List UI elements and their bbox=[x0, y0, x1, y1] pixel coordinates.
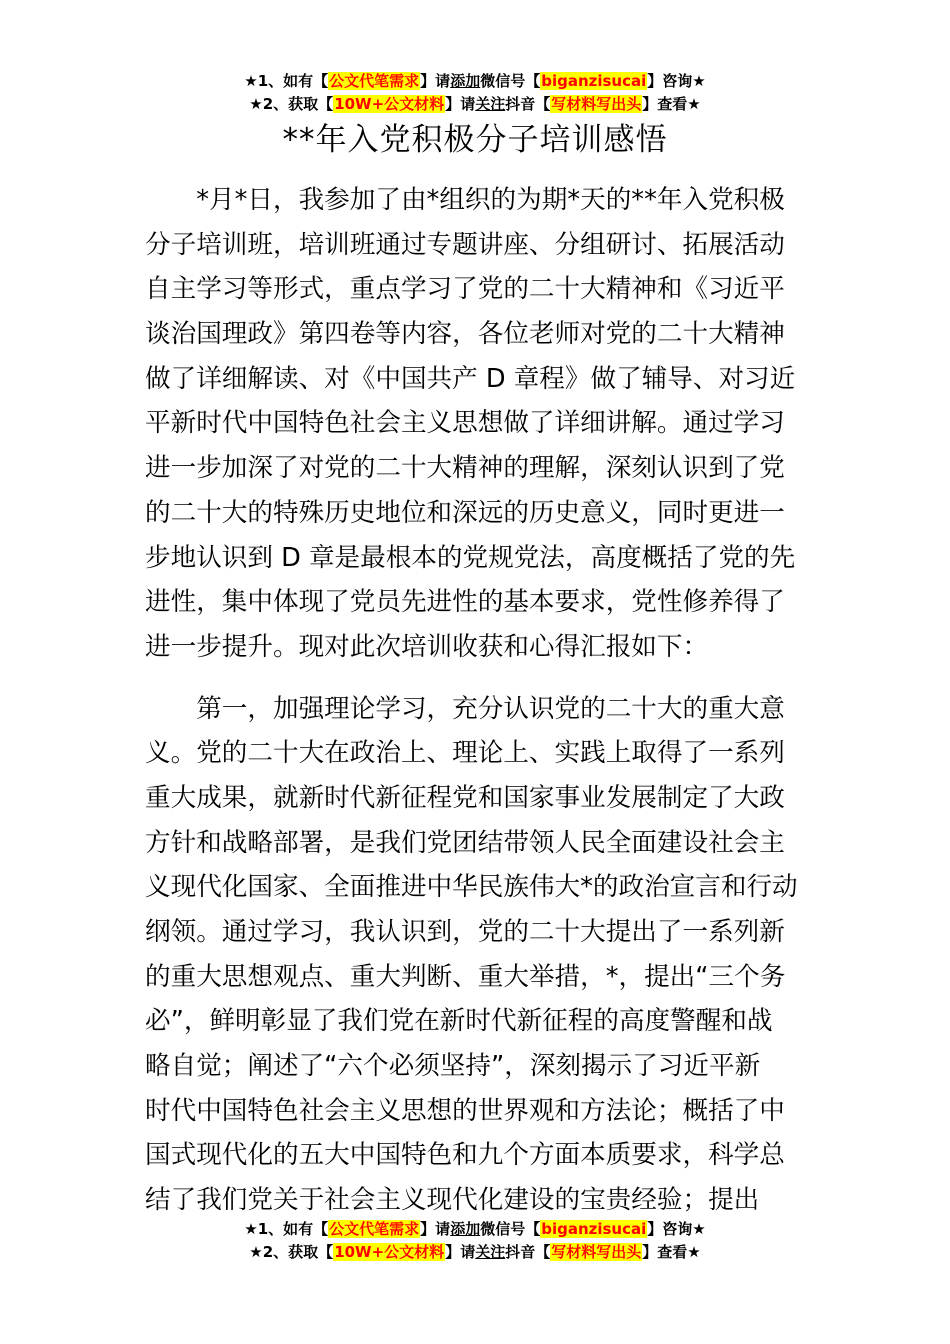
paragraph-1 bbox=[145, 178, 807, 670]
document-title: **年入党积极分子培训感悟 bbox=[282, 122, 668, 158]
promo-text: 抖音【 bbox=[505, 95, 551, 113]
promo-underlined: 添加 bbox=[450, 72, 481, 90]
promo-text: 】请 bbox=[445, 1243, 476, 1261]
promo-line-1 bbox=[0, 1218, 950, 1241]
promo-text: ★2、获取【 bbox=[249, 1243, 334, 1261]
promo-underlined: 关注 bbox=[475, 95, 506, 113]
promo-highlight: biganzisucai bbox=[541, 72, 647, 90]
text-line: 步地认识到 D 章是最根本的党规党法，高度概括了党的先 bbox=[145, 542, 796, 573]
promo-text: 微信号【 bbox=[480, 72, 541, 90]
text-line: 进一步提升。现对此次培训收获和心得汇报如下： bbox=[145, 631, 709, 662]
promo-highlight: 写材料写出头 bbox=[551, 1243, 642, 1261]
text-line: 义现代化国家、全面推进中华民族伟大*的政治宣言和行动 bbox=[145, 872, 798, 903]
text-line: 重大成果，就新时代新征程党和国家事业发展制定了大政 bbox=[145, 782, 785, 813]
promo-text: 】查看★ bbox=[642, 1243, 701, 1261]
promo-text: 】请 bbox=[445, 95, 476, 113]
promo-text: 】请 bbox=[420, 72, 451, 90]
text-line: 谈治国理政》第四卷等内容，各位老师对党的二十大精神 bbox=[145, 319, 785, 350]
text-line: 自主学习等形式，重点学习了党的二十大精神和《习近平 bbox=[145, 274, 785, 305]
promo-text: 】查看★ bbox=[642, 95, 701, 113]
footer-promo-banner bbox=[0, 1218, 950, 1264]
document-body bbox=[145, 178, 807, 1223]
promo-highlight: 写材料写出头 bbox=[551, 95, 642, 113]
promo-text: ★1、如有【 bbox=[244, 72, 329, 90]
text-line: 略自觉；阐述了“六个必须坚持”，深刻揭示了习近平新 bbox=[145, 1051, 761, 1082]
text-line: 做了详细解读、对《中国共产 D 章程》做了辅导、对习近 bbox=[145, 363, 796, 394]
promo-line-1 bbox=[0, 70, 950, 93]
promo-underlined: 关注 bbox=[475, 1243, 506, 1261]
promo-line-2 bbox=[0, 1241, 950, 1264]
header-promo-banner bbox=[0, 70, 950, 116]
promo-text: 】请 bbox=[420, 1220, 451, 1238]
text-line: 平新时代中国特色社会主义思想做了详细讲解。通过学习 bbox=[145, 408, 785, 439]
promo-highlight: 公文代笔需求 bbox=[329, 1220, 420, 1238]
promo-highlight: biganzisucai bbox=[541, 1220, 647, 1238]
text-line: 进性，集中体现了党员先进性的基本要求，党性修养得了 bbox=[145, 587, 785, 618]
promo-text: 】咨询★ bbox=[647, 1220, 706, 1238]
text-line: *月*日，我参加了由*组织的为期*天的**年入党积极 bbox=[145, 185, 785, 215]
promo-underlined: 添加 bbox=[450, 1220, 481, 1238]
promo-highlight: 10W+公文材料 bbox=[334, 95, 445, 113]
text-line: 的二十大的特殊历史地位和深远的历史意义，同时更进一 bbox=[145, 497, 785, 528]
text-line: 结了我们党关于社会主义现代化建设的宝贵经验；提出 bbox=[145, 1185, 760, 1216]
text-line: 义。党的二十大在政治上、理论上、实践上取得了一系列 bbox=[145, 738, 785, 769]
text-line: 分子培训班，培训班通过专题讲座、分组研讨、拓展活动 bbox=[145, 229, 785, 260]
promo-text: ★2、获取【 bbox=[249, 95, 334, 113]
promo-text: ★1、如有【 bbox=[244, 1220, 329, 1238]
text-line: 国式现代化的五大中国特色和九个方面本质要求，科学总 bbox=[145, 1140, 785, 1171]
text-line: 必”，鲜明彰显了我们党在新时代新征程的高度警醒和战 bbox=[145, 1006, 773, 1037]
text-line: 纲领。通过学习，我认识到，党的二十大提出了一系列新 bbox=[145, 917, 785, 947]
text-line: 第一，加强理论学习，充分认识党的二十大的重大意 bbox=[145, 693, 785, 724]
text-line: 进一步加深了对党的二十大精神的理解，深刻认识到了党 bbox=[145, 453, 785, 484]
promo-text: 微信号【 bbox=[480, 1220, 541, 1238]
promo-text: 抖音【 bbox=[505, 1243, 551, 1261]
paragraph-spacer bbox=[145, 670, 807, 687]
promo-line-2 bbox=[0, 93, 950, 116]
text-line: 方针和战略部署，是我们党团结带领人民全面建设社会主 bbox=[145, 827, 785, 858]
promo-highlight: 公文代笔需求 bbox=[329, 72, 420, 90]
promo-highlight: 10W+公文材料 bbox=[334, 1243, 445, 1261]
promo-text: 】咨询★ bbox=[647, 72, 706, 90]
paragraph-2 bbox=[145, 687, 807, 1223]
text-line: 的重大思想观点、重大判断、重大举措，*，提出“三个务 bbox=[145, 961, 786, 992]
text-line: 时代中国特色社会主义思想的世界观和方法论；概括了中 bbox=[145, 1095, 785, 1126]
